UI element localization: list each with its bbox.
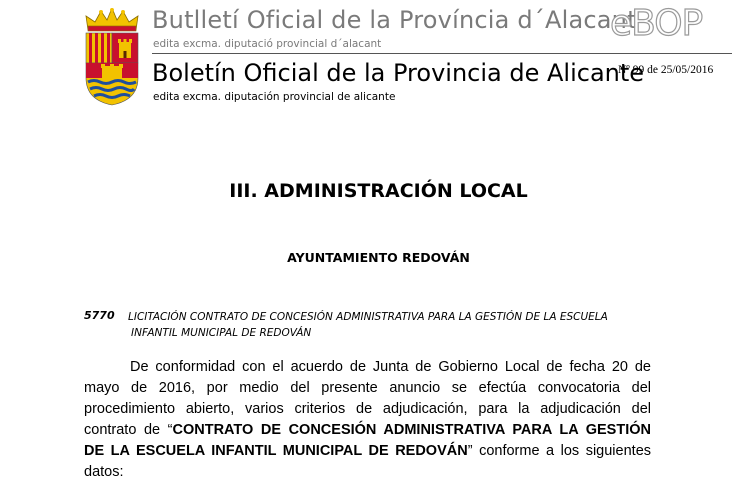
header-title-spanish: Boletín Oficial de la Provincia de Alicante [152,59,645,87]
issuing-entity: AYUNTAMIENTO REDOVÁN [287,250,470,265]
announcement-heading [128,309,648,341]
body-text-regular: contrato de “ [84,422,173,438]
announcement-heading-line: LICITACIÓN CONTRATO DE CONCESIÓN ADMINISTRATIVA PARA LA GESTIÓN DE LA ESCUELA [128,311,608,323]
body-line: datos: [84,464,124,480]
announcement-body [84,357,651,483]
contract-title-bold: DE LA ESCUELA INFANTIL MUNICIPAL DE REDOVÁN [84,443,468,459]
body-text-regular: ” conforme a los siguientes [467,443,652,459]
body-line: De conformidad con el acuerdo de Junta de Gobierno Local de fecha 20 de [130,359,651,375]
body-line [84,420,651,441]
ebop-logo-text: eBOP [610,3,703,42]
body-line: mayo de 2016, por medio del presente anuncio se efectúa convocatoria del [84,380,651,396]
bulletin-number: Nº 99 de 25/05/2016 [618,64,714,76]
body-line [84,441,651,462]
announcement-heading-line: INFANTIL MUNICIPAL DE REDOVÁN [131,327,312,339]
header-subtitle-spanish: edita excma. diputación provincial de alicante [153,91,396,103]
header-title-valencian: Butlletí Oficial de la Província d´Alacant [152,6,637,34]
contract-title-bold: CONTRATO DE CONCESIÓN ADMINISTRATIVA PARA LA GESTIÓN [172,422,651,438]
header-subtitle-valencian: edita excma. diputació provincial d´alacant [153,38,382,50]
header-divider [152,53,732,54]
announcement-number: 5770 [84,309,115,322]
ebop-logo [608,2,726,42]
section-title: III. ADMINISTRACIÓN LOCAL [229,180,528,202]
body-line: procedimiento abierto, varios criterios de adjudicación, para la adjudicación del [84,401,651,417]
coat-of-arms-icon [82,8,142,106]
